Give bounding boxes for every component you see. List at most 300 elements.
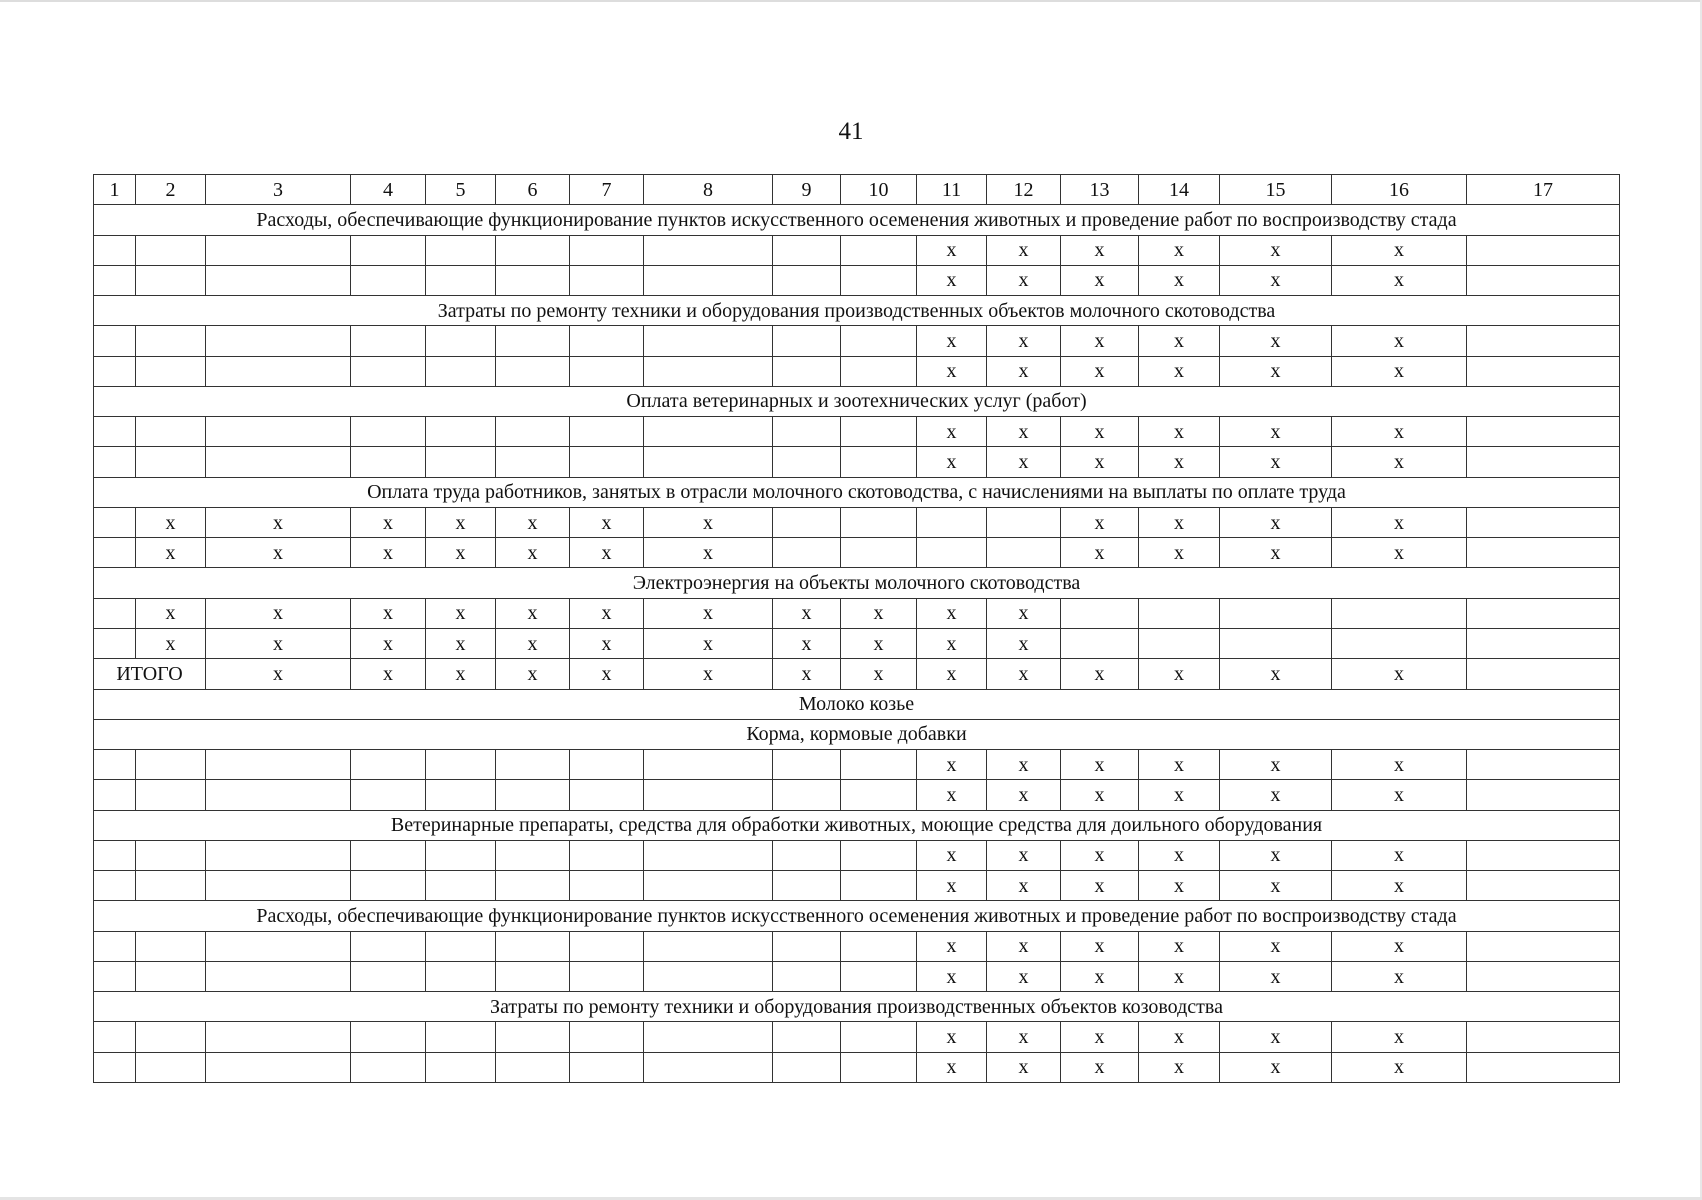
table-cell [773,265,841,295]
table-cell [987,507,1061,537]
table-cell [773,961,841,991]
table-row [94,235,1620,265]
table-cell [917,507,987,537]
table-cell [1467,417,1620,447]
section-heading: Ветеринарные препараты, средства для обработки животных, моющие средства для доильного оборудования [94,810,1620,840]
table-cell [426,931,496,961]
table-cell [136,265,206,295]
table-cell [426,326,496,356]
table-row [94,447,1620,477]
table-cell: x [1061,1052,1139,1082]
table-cell [773,447,841,477]
column-number-cell: 7 [570,175,644,205]
table-row [94,931,1620,961]
column-number-cell: 11 [917,175,987,205]
table-cell [773,356,841,386]
table-cell: x [917,871,987,901]
table-cell [1467,871,1620,901]
table-cell [1467,931,1620,961]
table-cell [496,417,570,447]
total-row [94,659,1620,689]
table-cell: x [496,538,570,568]
table-cell: x [206,538,351,568]
table-cell [206,1022,351,1052]
table-cell: x [1139,538,1220,568]
table-cell [644,871,773,901]
table-cell [570,447,644,477]
table-cell [94,417,136,447]
table-cell: x [1061,356,1139,386]
table-cell [773,840,841,870]
table-cell [644,235,773,265]
table-cell [1467,538,1620,568]
table-cell: x [917,961,987,991]
table-cell: x [987,1052,1061,1082]
table-cell [644,840,773,870]
table-cell: x [1332,447,1467,477]
table-cell [496,840,570,870]
table-cell [94,931,136,961]
table-cell: x [496,507,570,537]
table-cell: x [1220,235,1332,265]
table-cell [351,265,426,295]
table-cell [570,265,644,295]
section-heading: Оплата труда работников, занятых в отрасли молочного скотоводства, с начислениями на выплаты по оплате труда [94,477,1620,507]
table-cell: x [644,598,773,628]
table-cell: x [136,598,206,628]
table-cell [841,235,917,265]
section-heading: Расходы, обеспечивающие функционирование пунктов искусственного осеменения животных и проведение работ по воспроизводству стада [94,205,1620,235]
section-heading-row [94,477,1620,507]
table-cell: x [644,628,773,658]
table-cell [136,1022,206,1052]
table-cell [917,538,987,568]
table-cell: x [987,1022,1061,1052]
table-cell: x [351,628,426,658]
table-row [94,507,1620,537]
table-cell [496,326,570,356]
table-cell: x [136,507,206,537]
table-cell: x [1139,265,1220,295]
table-cell [841,265,917,295]
table-cell [773,871,841,901]
table-cell [841,447,917,477]
table-cell [136,961,206,991]
table-cell: x [1220,840,1332,870]
table-cell [351,1052,426,1082]
table-cell [426,780,496,810]
table-cell [94,356,136,386]
table-cell [1467,447,1620,477]
table-cell [1220,628,1332,658]
column-number-row [94,175,1620,205]
table-cell [206,750,351,780]
section-heading: Расходы, обеспечивающие функционирование пунктов искусственного осеменения животных и проведение работ по воспроизводству стада [94,901,1620,931]
table-cell: x [1332,235,1467,265]
table-row [94,840,1620,870]
table-cell [206,417,351,447]
table-cell: x [351,598,426,628]
table-cell: x [496,659,570,689]
table-cell: x [841,628,917,658]
table-cell [1220,598,1332,628]
column-number-cell: 8 [644,175,773,205]
table-cell [136,417,206,447]
table-cell [1139,598,1220,628]
table-row [94,628,1620,658]
table-cell [206,871,351,901]
table-cell: x [1061,447,1139,477]
table-cell: x [917,265,987,295]
table-cell [351,417,426,447]
table-cell: x [917,628,987,658]
table-cell [773,538,841,568]
table-cell [570,961,644,991]
column-number-cell: 14 [1139,175,1220,205]
table-row [94,538,1620,568]
table-cell: x [1332,417,1467,447]
table-cell [426,356,496,386]
table-cell [94,750,136,780]
table-cell: x [1061,871,1139,901]
table-cell: x [1139,931,1220,961]
table-cell: x [987,840,1061,870]
table-cell: x [917,598,987,628]
table-cell [496,871,570,901]
column-number-cell: 10 [841,175,917,205]
table-cell: x [1220,417,1332,447]
table-cell: x [1139,326,1220,356]
table-cell [1061,598,1139,628]
table-cell [644,1022,773,1052]
table-cell: x [1220,961,1332,991]
section-heading: Затраты по ремонту техники и оборудования производственных объектов козоводства [94,992,1620,1022]
page-number: 41 [838,118,864,145]
table-cell [773,235,841,265]
table-row [94,750,1620,780]
table-cell: x [1061,326,1139,356]
table-cell: x [136,538,206,568]
table-cell: x [1139,840,1220,870]
table-row [94,326,1620,356]
table-cell: x [1220,507,1332,537]
section-heading-row [94,386,1620,416]
table-cell [773,1052,841,1082]
table-cell [1332,628,1467,658]
table-cell [206,1052,351,1082]
table-cell: x [1061,780,1139,810]
table-cell: x [1061,931,1139,961]
table-cell [1139,628,1220,658]
table-cell [570,871,644,901]
table-cell: x [1220,265,1332,295]
table-row [94,356,1620,386]
table-cell [570,840,644,870]
table-cell [426,417,496,447]
table-cell [841,507,917,537]
column-number-cell: 1 [94,175,136,205]
table-cell [206,447,351,477]
table-cell [644,326,773,356]
table-cell [206,931,351,961]
table-cell [570,326,644,356]
table-cell: x [570,598,644,628]
table-cell [773,417,841,447]
column-number-cell: 2 [136,175,206,205]
table-cell [136,780,206,810]
table-cell: x [841,598,917,628]
table-cell [1467,507,1620,537]
table-cell: x [917,447,987,477]
table-cell: x [206,628,351,658]
table-cell [496,931,570,961]
table-cell: x [1332,840,1467,870]
table-cell [426,750,496,780]
table-cell [136,447,206,477]
table-cell: x [1139,659,1220,689]
table-cell [136,235,206,265]
table-cell: x [1139,871,1220,901]
table-cell: x [1332,356,1467,386]
table-cell [644,265,773,295]
table-cell [644,447,773,477]
table-cell [1467,780,1620,810]
table-cell [351,871,426,901]
table-cell: x [206,659,351,689]
table-cell: x [206,507,351,537]
table-cell [94,840,136,870]
table-cell: x [917,235,987,265]
table-cell [94,507,136,537]
table-cell: x [1139,780,1220,810]
table-cell: x [1220,931,1332,961]
table-cell: x [1220,780,1332,810]
table-cell [496,1052,570,1082]
table-cell: x [570,507,644,537]
table-cell: x [917,931,987,961]
table-cell [94,326,136,356]
table-cell: x [1061,961,1139,991]
section-heading: Затраты по ремонту техники и оборудования производственных объектов молочного скотоводства [94,296,1620,326]
table-cell: x [570,538,644,568]
table-cell: x [987,265,1061,295]
table-cell [773,750,841,780]
table-cell [644,931,773,961]
table-body [94,175,1620,1083]
table-cell: x [1220,1022,1332,1052]
table-row [94,961,1620,991]
table-cell: x [644,538,773,568]
column-number-cell: 12 [987,175,1061,205]
table-cell: x [917,356,987,386]
table-cell [773,507,841,537]
table-cell [496,235,570,265]
table-row [94,1022,1620,1052]
table-cell [841,871,917,901]
table-cell: x [644,659,773,689]
table-cell: x [1332,1022,1467,1052]
table-cell [1467,840,1620,870]
table-cell [1061,628,1139,658]
column-number-cell: 6 [496,175,570,205]
table-cell [773,1022,841,1052]
table-cell: x [1332,659,1467,689]
table-cell [351,750,426,780]
column-number-cell: 9 [773,175,841,205]
table-cell [570,356,644,386]
section-heading-row [94,719,1620,749]
table-cell: x [1139,750,1220,780]
table-cell [94,628,136,658]
table-cell: x [1139,1022,1220,1052]
table-cell: x [773,598,841,628]
table-cell: x [426,507,496,537]
table-cell: x [1220,750,1332,780]
table-cell [206,780,351,810]
table-cell: x [570,659,644,689]
table-cell [1467,235,1620,265]
table-cell [841,356,917,386]
table-cell: x [987,356,1061,386]
column-number-cell: 15 [1220,175,1332,205]
section-heading: Оплата ветеринарных и зоотехнических услуг (работ) [94,386,1620,416]
table-cell: x [426,598,496,628]
column-number-cell: 3 [206,175,351,205]
table-cell: x [987,871,1061,901]
table-cell: x [987,931,1061,961]
table-cell [1467,598,1620,628]
table-cell: x [351,659,426,689]
table-cell [570,750,644,780]
table-cell: x [351,507,426,537]
table-cell [94,1022,136,1052]
table-row [94,417,1620,447]
table-cell: x [1332,931,1467,961]
table-cell [496,961,570,991]
column-number-cell: 5 [426,175,496,205]
section-heading-row [94,568,1620,598]
table-cell: x [1220,1052,1332,1082]
table-row [94,871,1620,901]
table-cell: x [1061,235,1139,265]
table-cell: x [1332,538,1467,568]
table-cell [570,1022,644,1052]
table-cell: x [1332,1052,1467,1082]
table-cell [206,326,351,356]
table-cell: x [1332,780,1467,810]
table-cell: x [917,326,987,356]
section-heading-row [94,205,1620,235]
table-cell: x [206,598,351,628]
table-cell [426,235,496,265]
table-cell [136,931,206,961]
table-cell: x [1220,356,1332,386]
column-number-cell: 17 [1467,175,1620,205]
column-number-cell: 16 [1332,175,1467,205]
table-cell [570,780,644,810]
table-cell: x [136,628,206,658]
column-number-cell: 4 [351,175,426,205]
table-cell: x [987,750,1061,780]
table-cell [94,598,136,628]
table-cell: x [1061,507,1139,537]
table-cell [496,780,570,810]
table-cell [773,780,841,810]
table-cell [206,961,351,991]
section-heading: Корма, кормовые добавки [94,719,1620,749]
table-cell: x [1220,871,1332,901]
table-cell [496,750,570,780]
table-cell: x [987,598,1061,628]
table-cell [496,265,570,295]
table-cell: x [987,780,1061,810]
table-cell: x [1332,750,1467,780]
table-cell: x [1061,1022,1139,1052]
table-cell [841,538,917,568]
table-cell: x [987,961,1061,991]
table-cell [136,871,206,901]
table-cell [426,840,496,870]
table-cell: x [987,326,1061,356]
table-cell [644,417,773,447]
table-cell: x [917,1022,987,1052]
table-row [94,780,1620,810]
table-cell: x [426,538,496,568]
table-row [94,265,1620,295]
table-cell: x [1139,235,1220,265]
table-cell [1467,961,1620,991]
table-cell: x [1139,507,1220,537]
table-cell [351,840,426,870]
table-cell [1467,326,1620,356]
table-cell: x [1061,840,1139,870]
table-cell: x [987,628,1061,658]
table-cell [136,840,206,870]
table-cell [841,1022,917,1052]
table-cell: x [1220,447,1332,477]
table-cell: x [496,598,570,628]
table-cell [426,1022,496,1052]
table-cell [426,961,496,991]
table-row [94,1052,1620,1082]
table-cell [773,931,841,961]
table-cell: x [1139,447,1220,477]
table-cell [496,356,570,386]
table-cell [570,1052,644,1082]
table-cell [1467,1052,1620,1082]
section-heading: Электроэнергия на объекты молочного скотоводства [94,568,1620,598]
table-cell: x [1061,659,1139,689]
table-cell [644,961,773,991]
table-cell [351,961,426,991]
table-cell [426,447,496,477]
table-cell: x [426,659,496,689]
table-cell: x [1332,871,1467,901]
table-cell [841,1052,917,1082]
total-label: ИТОГО [94,659,206,689]
table-cell: x [917,780,987,810]
section-heading-row [94,296,1620,326]
data-table [93,174,1620,1083]
table-cell [1332,598,1467,628]
table-row [94,598,1620,628]
table-cell: x [1332,961,1467,991]
section-heading-row [94,810,1620,840]
table-cell: x [426,628,496,658]
table-cell [841,417,917,447]
table-cell [426,1052,496,1082]
table-cell [136,356,206,386]
